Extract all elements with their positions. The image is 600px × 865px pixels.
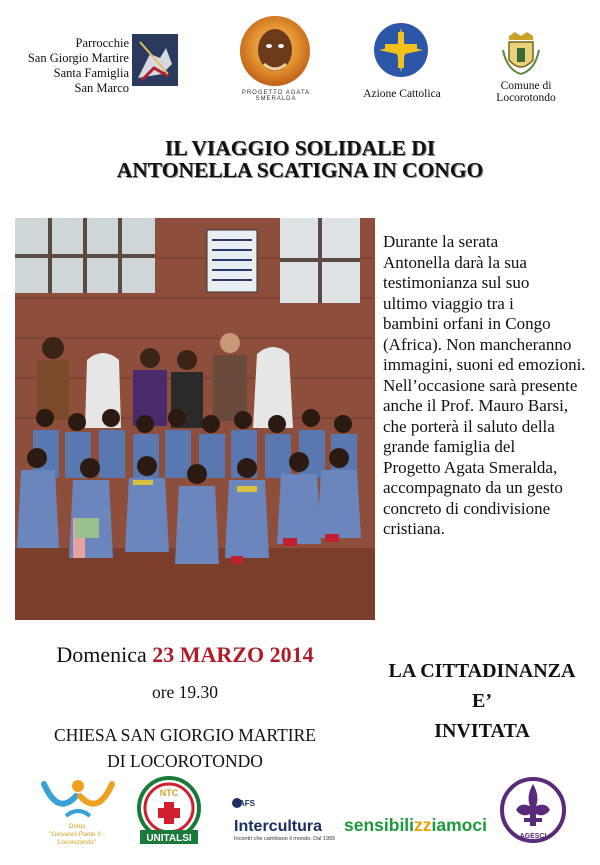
description-line: Nell’occasione sarà presente [383,375,578,395]
unitalsi-label: UNITALSI [146,833,192,844]
event-date-value: 23 MARZO 2014 [152,642,314,667]
afs-label: AFS [239,799,255,808]
parish-line: Parrocchie [75,36,129,50]
group-photo [15,218,375,620]
event-time: ore 19.30 [151,682,219,702]
onlus-logo [38,776,118,822]
title-line-2: ANTONELLA SCATIGNA IN CONGO [116,158,484,182]
description-line: cristiana. [383,519,445,538]
description-line: concreto di condivisione [383,498,551,518]
invite-line-2: E’ [472,690,492,712]
event-date [15,642,355,668]
sens-part-3: iamoci [431,815,487,835]
page-title [0,137,600,181]
invite-line-3: INVITATA [434,720,530,742]
description-line: Durante la serata [383,232,499,251]
description-line: immagini, suoni ed emozioni. [383,355,586,374]
intercultura-label: Intercultura [234,818,323,835]
saint-george-logo [132,34,178,86]
description-line: bambini orfani in Congo [383,314,551,333]
description-line: ultimo viaggio tra i [383,293,514,313]
unitalsi-logo [136,776,202,846]
parish-line: Santa Famiglia [53,66,129,80]
description-line: grande famiglia del [383,437,516,456]
invite-line-1: LA CITTADINANZA [388,660,576,682]
description-line: che porterà il saluto della [383,416,555,436]
description-line: accompagnato da un gesto [383,478,563,497]
description-line: anche il Prof. Mauro Barsi, [383,396,569,415]
church-line-1: CHIESA SAN GIORGIO MARTIRE [54,725,316,745]
onlus-line-1: Onlus [68,823,86,830]
description-line: Progetto Agata Smeralda, [383,457,558,477]
sens-part-2: zz [414,815,432,835]
description-line: (Africa). Non mancheranno [383,334,572,354]
sens-part-1: sensibili [344,815,415,835]
parish-line: San Giorgio Martire [27,51,129,65]
agata-smeralda-label: PROGETTO AGATA SMERALDA [241,90,311,102]
intercultura-tagline: Incontri che cambiano il mondo. Dal 1955 [234,836,336,842]
unitalsi-top-label: NTC [159,788,179,798]
title-line-1: IL VIAGGIO SOLIDALE DI [164,136,436,160]
comune-label: Comune di Locorotondo [496,80,556,104]
agesci-label: AGESCI [519,833,547,840]
parish-names [14,36,129,96]
invitation-text [372,656,592,746]
onlus-label [35,823,119,847]
agata-smeralda-logo [238,14,312,88]
azione-cattolica-label: Azione Cattolica [363,88,441,100]
agesci-logo [500,772,566,848]
event-description [383,232,595,540]
event-location [15,722,355,774]
azione-cattolica-logo [373,22,429,78]
parish-line: San Marco [74,81,129,95]
church-line-2: DI LOCOROTONDO [107,751,263,771]
comune-crest [501,30,541,76]
event-day: Domenica [56,642,147,667]
onlus-line-2: "Giovanni Paolo II - Locorotondo" [49,831,105,846]
sensibilizziamoci-logo [344,815,487,836]
description-line: testimonianza sul suo [383,273,530,292]
description-line: Antonella darà la sua [383,252,527,272]
